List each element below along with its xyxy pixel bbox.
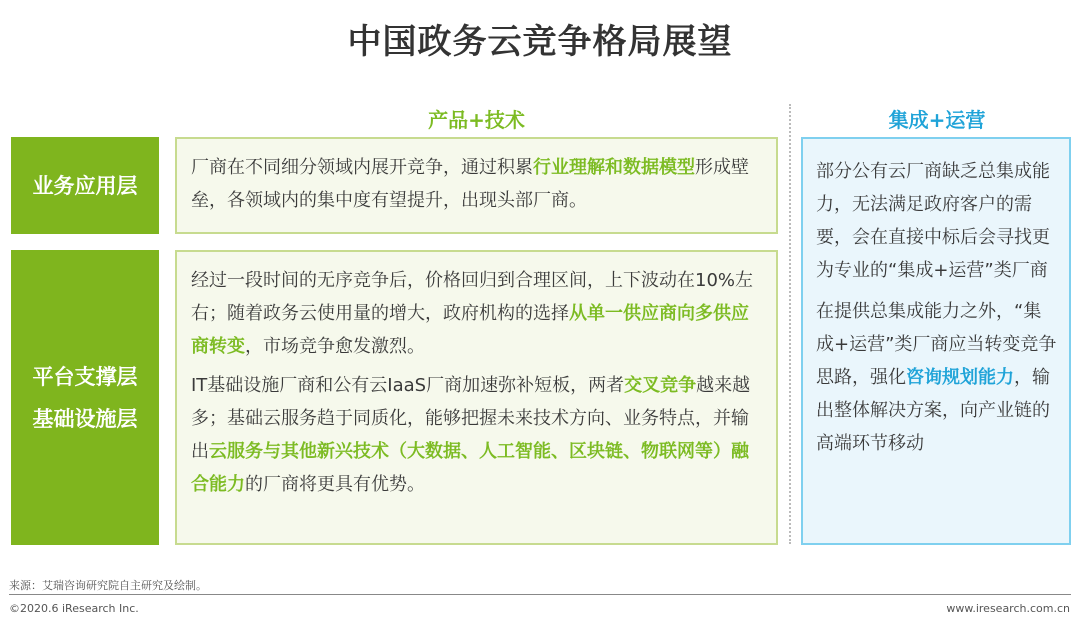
integration-p2-text-2: ，输出整体解决方案，向产业链的高端环节移动 [816,367,1050,454]
copyright-text: ©2020.6 iResearch Inc. [9,602,139,615]
layer-label-platform-text: 平台支撑层 [32,364,138,389]
integration-p2-text-1: 在提供总集成能力之外，“集成+运营”类厂商应当转变竞争思路，强化 [816,301,1057,388]
platform-paragraph-1 [191,264,760,363]
platform-p2-text-2: 越来越多；基础云服务趋于同质化，能够把握未来技术方向、业务特点，并输出 [191,375,751,462]
platform-p2-highlight-1: 交叉竞争 [624,375,697,396]
column-header-product-tech: 产品+技术 [428,108,525,132]
business-text-2: 形成壁垒，各领域内的集中度有望提升，出现头部厂商。 [191,157,749,211]
column-divider [789,104,791,544]
platform-p2-highlight-2: 云服务与其他新兴技术（大数据、人工智能、区块链、物联网等）融合能力 [191,441,749,495]
footer-divider [9,594,1071,595]
business-layer-description [175,137,778,234]
integration-operation-description [801,137,1071,545]
platform-p1-text-1: 经过一段时间的无序竞争后，价格回归到合理区间，上下波动在10%左右；随着政务云使用量的增大，政府机构的选择 [191,270,754,324]
platform-paragraph-2 [191,369,760,501]
business-highlight: 行业理解和数据模型 [533,157,695,178]
source-note: 来源：艾瑞咨询研究院自主研究及绘制。 [9,579,207,592]
column-header-integration-operation: 集成+运营 [888,108,986,132]
layer-label-business-text: 业务应用层 [32,173,138,198]
platform-p1-highlight: 从单一供应商向多供应商转变 [191,303,749,357]
integration-paragraph-2 [816,295,1059,460]
layer-label-infrastructure-text: 基础设施层 [32,406,138,431]
website-url: www.iresearch.com.cn [946,602,1070,615]
page-title: 中国政务云竞争格局展望 [347,22,733,62]
platform-p2-text-1: IT基础设施厂商和公有云IaaS厂商加速弥补短板，两者 [191,375,625,396]
layer-label-business-application [11,137,159,234]
platform-layer-description [175,250,778,545]
integration-p2-highlight: 咨询规划能力 [906,367,1014,388]
integration-paragraph-1: 部分公有云厂商缺乏总集成能力，无法满足政府客户的需要，会在直接中标后会寻找更为专业的“集成+运营”类厂商 [816,161,1050,281]
business-text-1: 厂商在不同细分领域内展开竞争，通过积累 [191,157,533,178]
platform-p2-text-3: 的厂商将更具有优势。 [245,474,425,495]
layer-label-platform-infrastructure [11,250,159,545]
platform-p1-text-2: ，市场竞争愈发激烈。 [245,336,425,357]
